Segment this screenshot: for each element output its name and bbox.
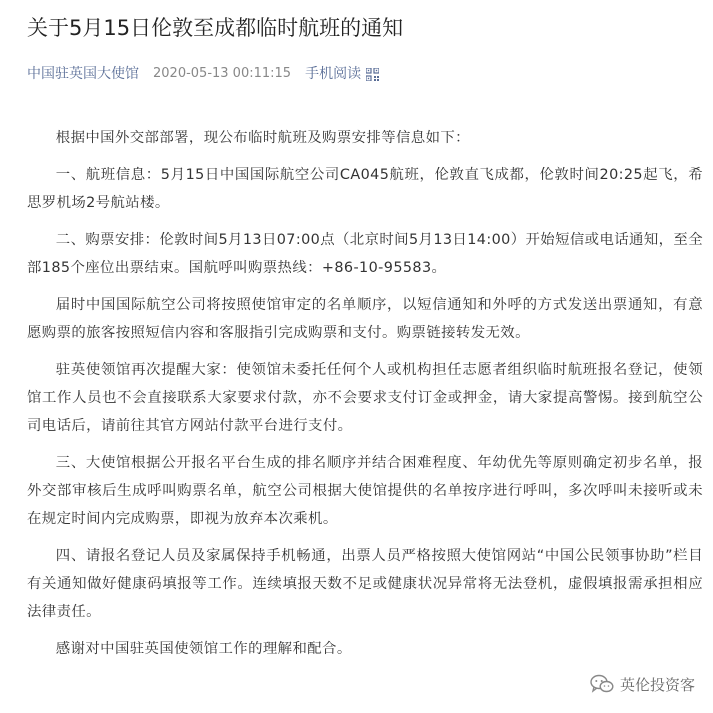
article-body: [27, 124, 703, 672]
account-name-link[interactable]: 中国驻英国大使馆: [27, 66, 139, 82]
watermark-text: 英伦投资客: [619, 675, 695, 694]
paragraph-ticket-arrangement: 二、购票安排：伦敦时间5月13日07:00点（北京时间5月13日14:00）开始短信或电话通知，至全部185个座位出票结束。国航呼叫购票热线：+86-10-95583。: [27, 232, 703, 276]
paragraph-ticket-notice: 届时中国国际航空公司将按照使馆审定的名单顺序，以短信通知和外呼的方式发送出票通知，有意愿购票的旅客按照短信内容和客服指引完成购票和支付。购票链接转发无效。: [27, 297, 703, 341]
paragraph-ranking: 三、大使馆根据公开报名平台生成的排名顺序并结合困难程度、年幼优先等原则确定初步名单，报外交部审核后生成呼叫购票名单，航空公司根据大使馆提供的名单按序进行呼叫，多次呼叫未接听或未在规定时间内完成购票，即视为放弃本次乘机。: [27, 455, 703, 527]
paragraph-thanks: 感谢对中国驻英国使领馆工作的理解和配合。: [55, 641, 352, 657]
publish-time: 2020-05-13 00:11:15: [153, 66, 292, 81]
paragraph-reminder: 驻英使领馆再次提醒大家：使领馆未委托任何个人或机构担任志愿者组织临时航班报名登记，使领馆工作人员也不会直接联系大家要求付款，亦不会要求支付订金或押金，请大家提高警惕。接到航空公司电话后，请前往其官方网站付款平台进行支付。: [27, 362, 703, 434]
paragraph-health-code: 四、请报名登记人员及家属保持手机畅通，出票人员严格按照大使馆网站“中国公民领事协助”栏目有关通知做好健康码填报等工作。连续填报天数不足或健康状况异常将无法登机，虚假填报需承担相应法律责任。: [27, 548, 703, 620]
wechat-icon: [590, 674, 614, 694]
paragraph-intro: 根据中国外交部部署，现公布临时航班及购票安排等信息如下：: [55, 130, 470, 146]
article-meta: [27, 64, 379, 84]
article-title: 关于5月15日伦敦至成都临时航班的通知: [27, 16, 404, 40]
watermark: [590, 672, 695, 696]
paragraph-flight-info: 一、航班信息：5月15日中国国际航空公司CA045航班，伦敦直飞成都，伦敦时间20:25起飞，希思罗机场2号航站楼。: [27, 167, 703, 211]
mobile-read-link[interactable]: 手机阅读: [305, 66, 362, 82]
qr-code-icon[interactable]: [366, 68, 379, 81]
